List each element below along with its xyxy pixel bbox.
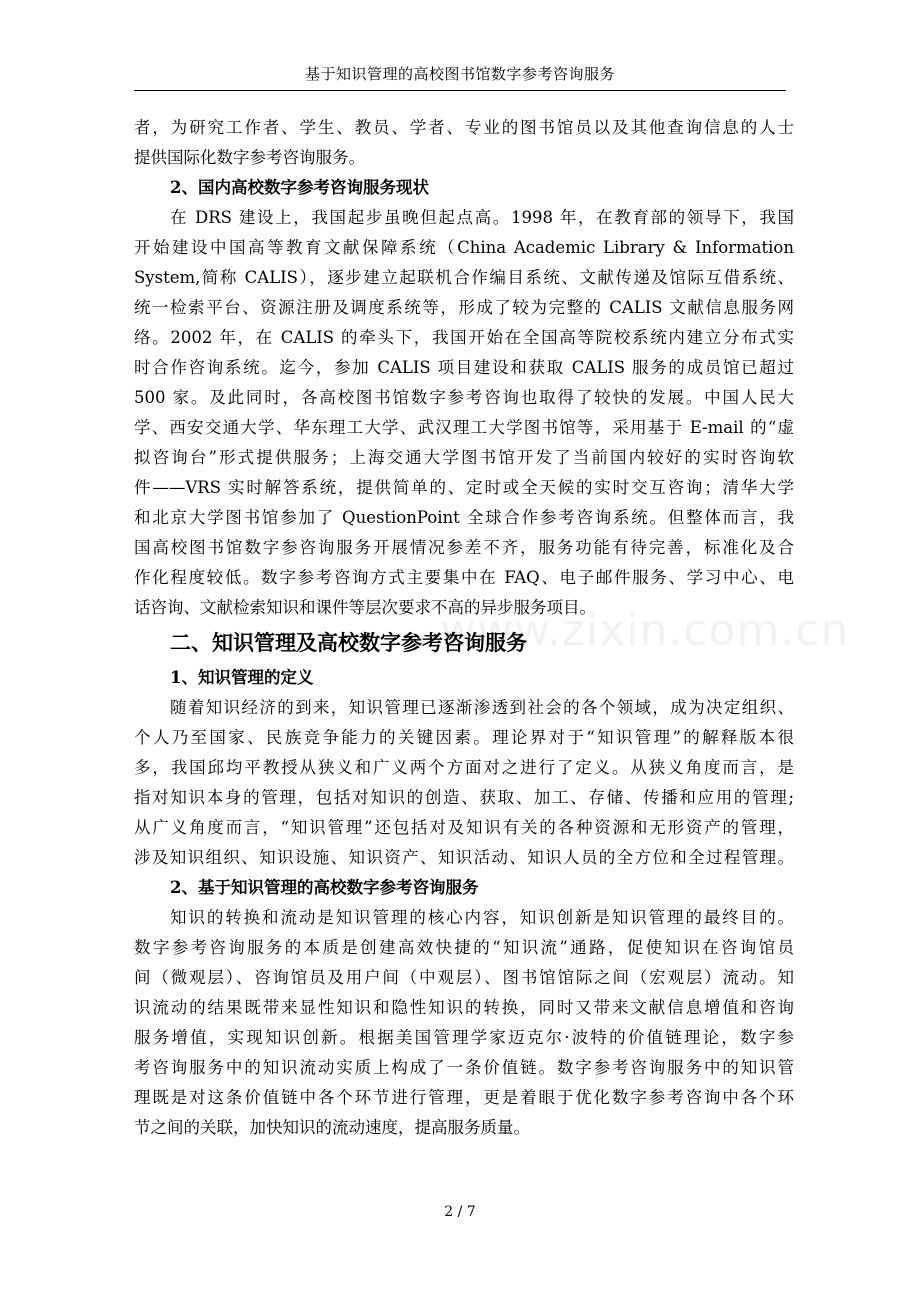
text-line: 多，我国邱均平教授从狭义和广义两个方面对之进行了定义。从狭义角度而言，是	[134, 758, 794, 777]
text-line: 服务增值，实现知识创新。根据美国管理学家迈克尔·波特的价值链理论，数字参	[134, 1028, 794, 1047]
text-line: 者，为研究工作者、学生、教员、学者、专业的图书馆员以及其他查询信息的人士	[134, 118, 794, 137]
text-line: 指对知识本身的管理，包括对知识的创造、获取、加工、存储、传播和应用的管理;	[134, 788, 794, 807]
text-line: 络。2002 年，在 CALIS 的牵头下，我国开始在全国高等院校系统内建立分布式实	[134, 328, 794, 347]
subsection-heading: 2、国内高校数字参考咨询服务现状	[170, 178, 429, 197]
text-line: 统一检索平台、资源注册及调度系统等，形成了较为完整的 CALIS 文献信息服务网	[134, 298, 794, 317]
text-line: 理既是对这条价值链中各个环节进行管理，更是着眼于优化数字参考咨询中各个环	[134, 1088, 794, 1107]
header-rule	[134, 90, 786, 91]
text-line: 作化程度较低。数字参考咨询方式主要集中在 FAQ、电子邮件服务、学习中心、电	[134, 568, 794, 587]
text-line: 知识的转换和流动是知识管理的核心内容，知识创新是知识管理的最终目的。	[170, 908, 794, 927]
text-line: 国高校图书馆数字参咨询服务开展情况参差不齐，服务功能有待完善，标准化及合	[134, 538, 794, 557]
text-line: 拟咨询台”形式提供服务；上海交通大学图书馆开发了当前国内较好的实时咨询软	[134, 448, 794, 467]
text-line: 提供国际化数字参考咨询服务。	[134, 148, 365, 167]
text-line: 考咨询服务中的知识流动实质上构成了一条价值链。数字参考咨询服务中的知识管	[134, 1058, 794, 1077]
section-heading: 二、知识管理及高校数字参考咨询服务	[170, 630, 527, 655]
text-line: 数字参考咨询服务的本质是创建高效快捷的“知识流”通路，促使知识在咨询馆员	[134, 938, 794, 957]
subsection-heading: 1、知识管理的定义	[170, 668, 314, 687]
text-line: 件——VRS 实时解答系统，提供简单的、定时或全天候的实时交互咨询；清华大学	[134, 478, 794, 497]
document-body	[134, 113, 794, 1143]
text-line: 涉及知识组织、知识设施、知识资产、知识活动、知识人员的全方位和全过程管理。	[134, 848, 794, 867]
page-number: 2 / 7	[444, 1204, 476, 1220]
text-line: 在 DRS 建设上，我国起步虽晚但起点高。1998 年，在教育部的领导下，我国	[170, 208, 794, 227]
subsection-heading: 2、基于知识管理的高校数字参考咨询服务	[170, 878, 479, 897]
text-line: 500 家。及此同时，各高校图书馆数字参考咨询也取得了较快的发展。中国人民大	[134, 388, 794, 407]
watermark: www.zixin.com.cn	[440, 605, 850, 656]
text-line: 和北京大学图书馆参加了 QuestionPoint 全球合作参考咨询系统。但整体而言，我	[134, 508, 794, 527]
text-line: 间（微观层）、咨询馆员及用户间（中观层）、图书馆馆际之间（宏观层）流动。知	[134, 968, 794, 987]
text-line: 随着知识经济的到来，知识管理已逐渐渗透到社会的各个领域，成为决定组织、	[170, 698, 794, 717]
text-line: 节之间的关联，加快知识的流动速度，提高服务质量。	[134, 1118, 530, 1137]
text-line: 个人乃至国家、民族竞争能力的关键因素。理论界对于“知识管理”的解释版本很	[134, 728, 794, 747]
text-line: 学、西安交通大学、华东理工大学、武汉理工大学图书馆等，采用基于 E-mail 的“虚	[134, 418, 794, 437]
text-line: 开始建设中国高等教育文献保障系统（China Academic Library & Information	[134, 238, 794, 257]
text-line: 时合作咨询系统。迄今，参加 CALIS 项目建设和获取 CALIS 服务的成员馆已超过	[134, 358, 794, 377]
text-line: 从广义角度而言，“知识管理”还包括对及知识有关的各种资源和无形资产的管理，	[134, 818, 794, 837]
text-line: 识流动的结果既带来显性知识和隐性知识的转换，同时又带来文献信息增值和咨询	[134, 998, 794, 1017]
text-line: System,简称 CALIS），逐步建立起联机合作编目系统、文献传递及馆际互借系统、	[134, 268, 794, 287]
running-header: 基于知识管理的高校图书馆数字参考咨询服务	[304, 65, 615, 83]
text-line: 话咨询、文献检索知识和课件等层次要求不高的异步服务项目。	[134, 598, 596, 617]
